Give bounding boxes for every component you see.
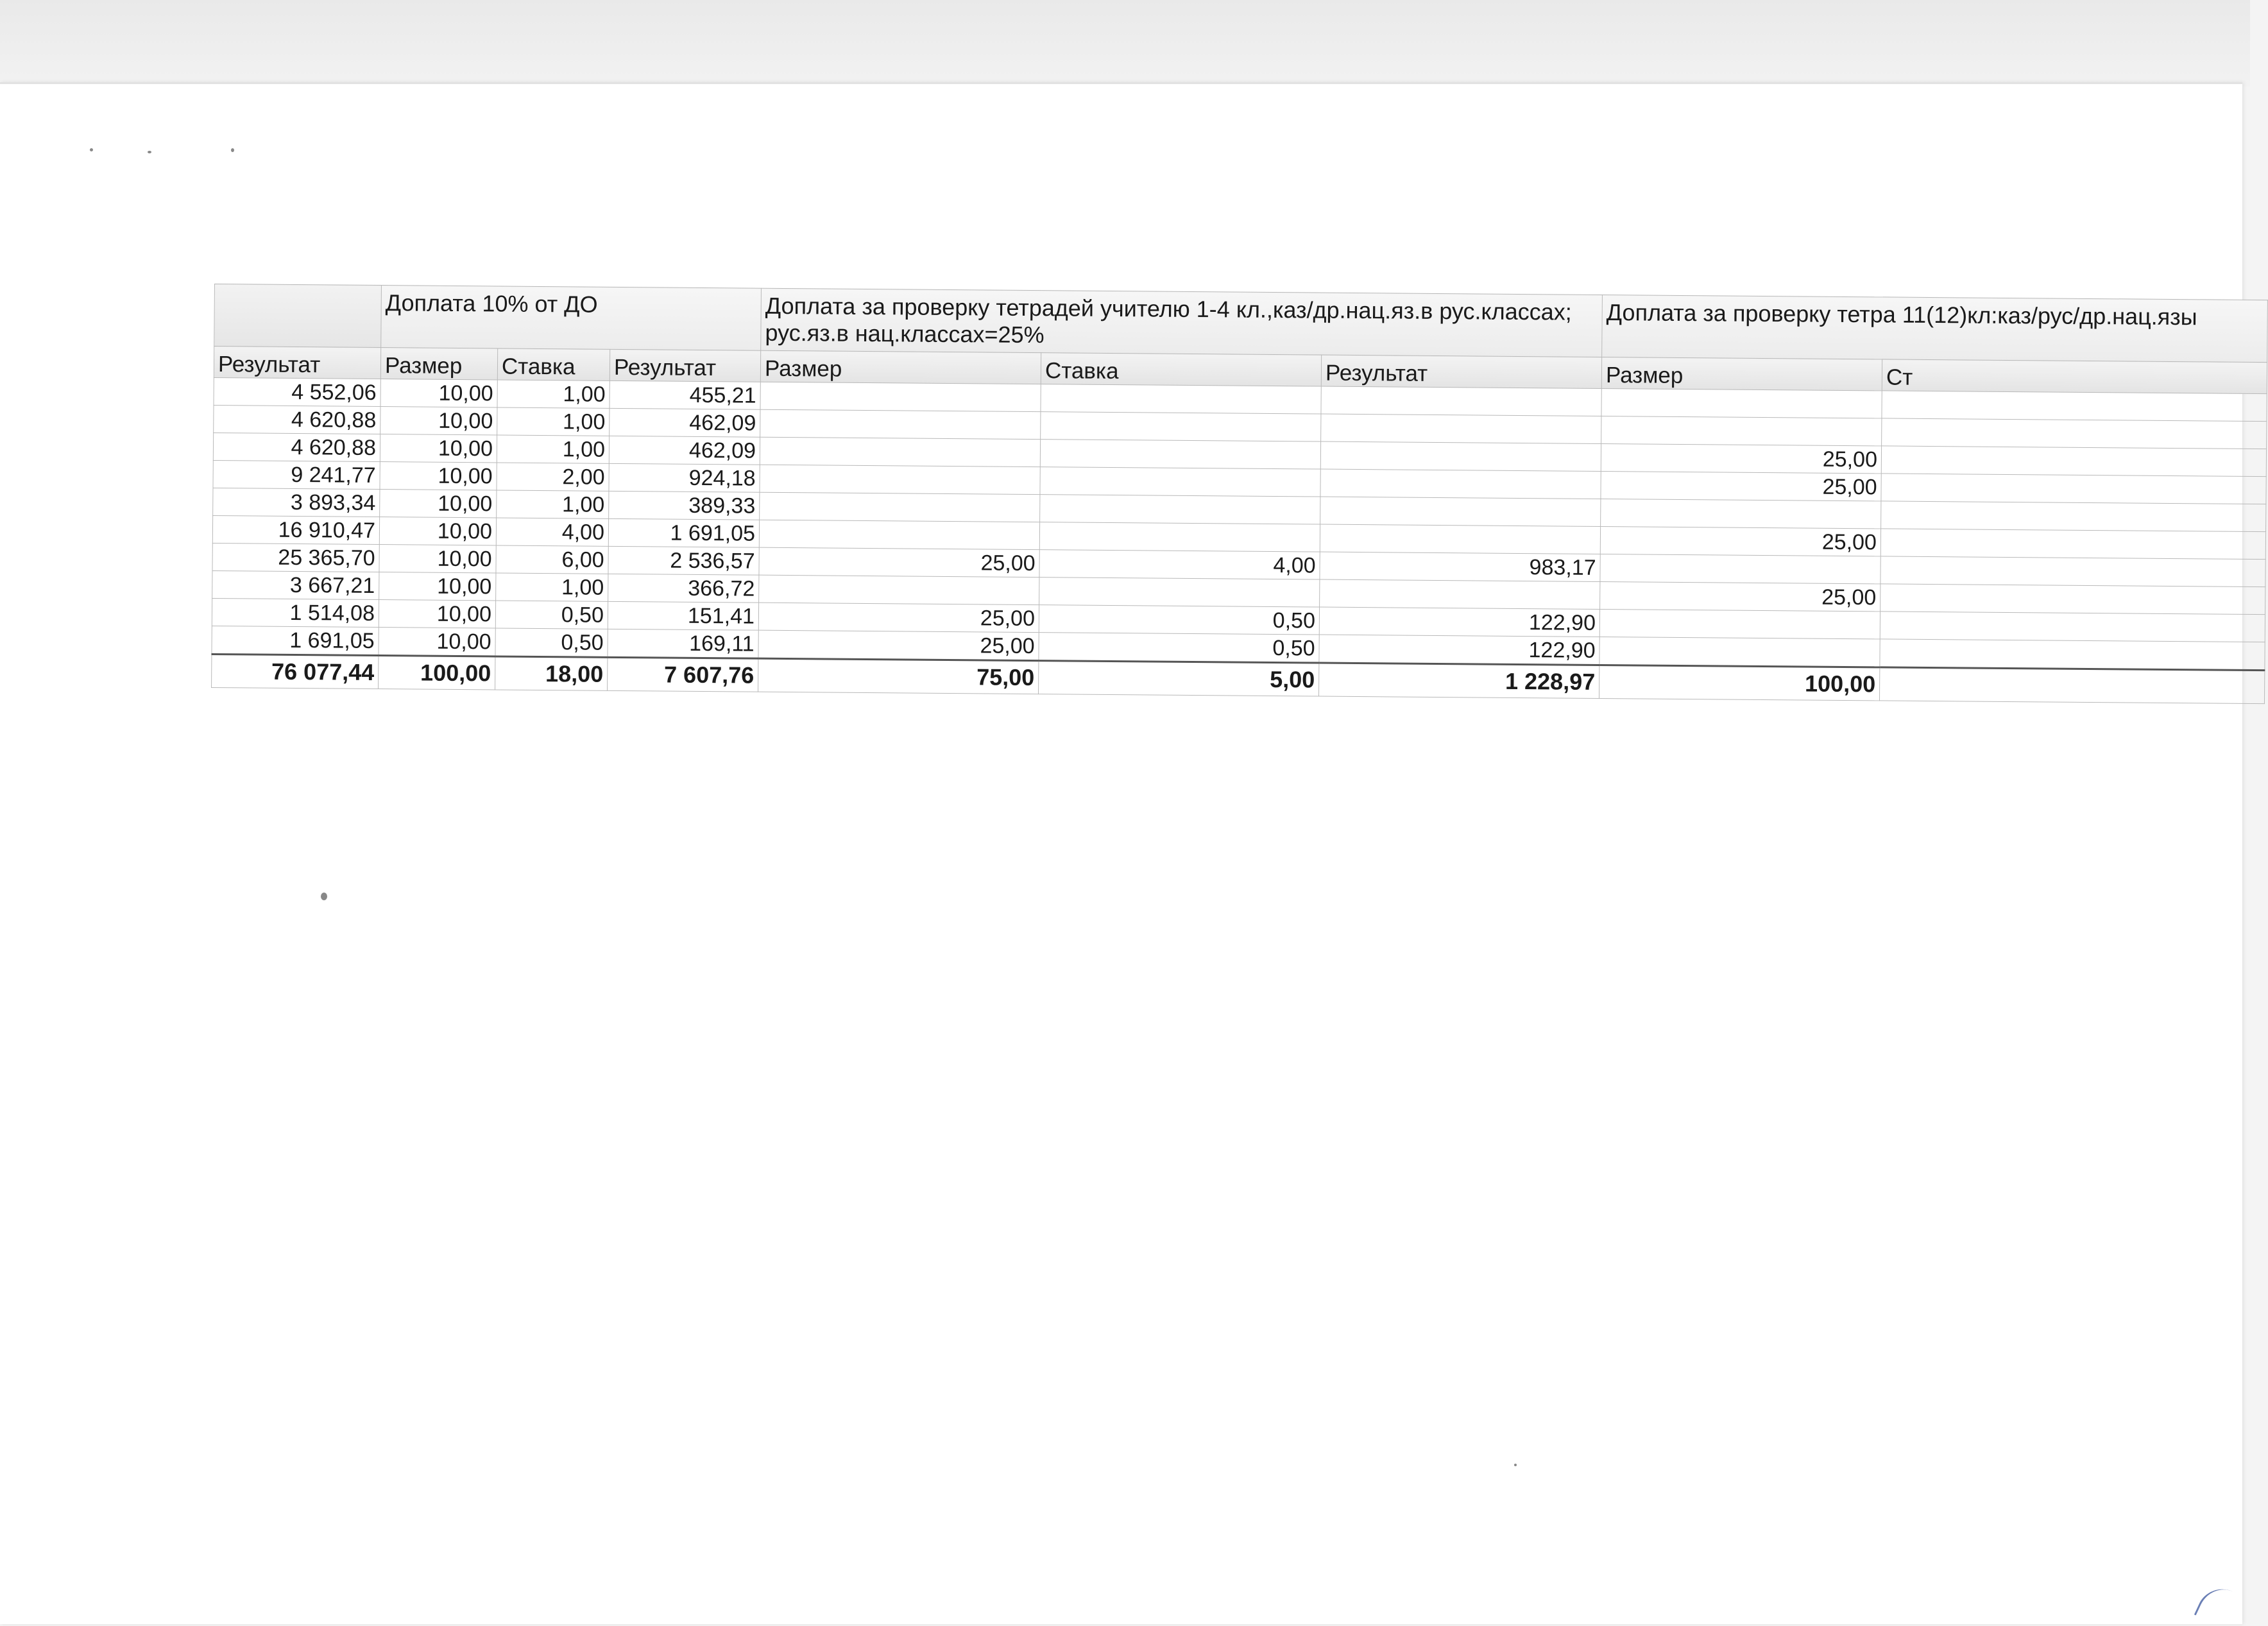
table-cell: 25,00 — [1600, 526, 1880, 556]
table-cell — [1041, 412, 1321, 441]
table-cell: 1,00 — [497, 380, 610, 408]
table-cell — [1320, 441, 1601, 471]
table-cell: 10,00 — [379, 517, 496, 545]
table-cell: 389,33 — [609, 491, 760, 520]
scan-speck — [90, 148, 93, 151]
table-cell: 10,00 — [379, 545, 496, 573]
table-cell — [760, 409, 1041, 439]
table-cell — [1599, 637, 1880, 667]
table-cell: 4 620,88 — [214, 405, 380, 434]
table-cell: 10,00 — [379, 600, 495, 628]
table-cell: 25,00 — [1600, 581, 1880, 611]
table-cell — [1601, 416, 1882, 445]
table-cell: 462,09 — [610, 408, 760, 437]
spreadsheet-printout — [211, 284, 2197, 708]
table-cell: 25,00 — [1601, 471, 1881, 501]
group-header-bonus-10: Доплата 10% от ДО — [381, 286, 762, 351]
payroll-table — [211, 284, 2268, 704]
table-cell: 3 667,21 — [212, 570, 379, 599]
table-cell: 10,00 — [379, 572, 496, 601]
table-cell: 10,00 — [380, 407, 497, 435]
table-cell — [760, 465, 1040, 494]
table-cell: 983,17 — [1320, 552, 1600, 581]
column-header-rate: Ставка — [1041, 353, 1321, 386]
table-cell: 0,50 — [495, 601, 608, 629]
table-cell — [1880, 556, 2265, 587]
group-header-empty — [214, 284, 382, 348]
table-cell: 4,00 — [496, 518, 608, 546]
table-cell — [1882, 391, 2267, 422]
table-cell: 122,90 — [1319, 635, 1599, 665]
table-cell — [759, 575, 1039, 604]
table-cell — [1601, 499, 1881, 528]
table-cell: 1 691,05 — [212, 626, 379, 655]
table-cell: 25 365,70 — [212, 543, 379, 572]
scan-speck — [231, 148, 234, 152]
table-cell: 4,00 — [1039, 550, 1320, 579]
table-cell — [1040, 440, 1320, 469]
table-cell: 16 910,47 — [212, 515, 379, 544]
group-header-notebook-check-senior: Доплата за проверку тетра 11(12)кл:каз/рус/др.нац.язы — [1602, 295, 2268, 362]
table-cell: 1 514,08 — [212, 598, 379, 627]
table-cell — [1321, 414, 1601, 443]
scan-speck — [1514, 1464, 1517, 1466]
table-cell: 4 552,06 — [214, 377, 380, 406]
table-cell — [1880, 584, 2265, 615]
total-cell — [1880, 667, 2265, 704]
total-cell: 1 228,97 — [1319, 663, 1599, 698]
column-header-result: Результат — [1321, 355, 1601, 388]
table-cell — [760, 382, 1041, 411]
column-header-size: Размер — [1601, 357, 1882, 390]
table-cell: 1,00 — [496, 573, 608, 601]
table-cell — [1321, 386, 1601, 416]
table-cell — [1881, 501, 2266, 532]
table-cell: 169,11 — [608, 629, 758, 658]
table-cell: 25,00 — [758, 630, 1039, 660]
table-cell: 3 893,34 — [213, 488, 380, 517]
table-cell — [1600, 554, 1880, 583]
scan-speck — [148, 151, 151, 153]
table-cell: 25,00 — [758, 603, 1039, 632]
total-cell: 18,00 — [495, 656, 608, 690]
table-cell: 1,00 — [497, 407, 610, 436]
table-cell: 25,00 — [1601, 443, 1881, 473]
group-header-notebook-check-1-4: Доплата за проверку тетрадей учителю 1-4 кл.,каз/др.нац.яз.в рус.классах; рус.яз.в нац.классах=25% — [761, 288, 1603, 357]
table-cell — [1601, 388, 1882, 418]
table-cell: 2 536,57 — [608, 546, 759, 575]
table-cell — [760, 437, 1040, 466]
total-cell: 5,00 — [1039, 661, 1319, 696]
table-cell: 4 620,88 — [213, 432, 380, 461]
table-cell — [1880, 612, 2265, 642]
table-cell — [1880, 639, 2265, 671]
table-cell: 1,00 — [497, 490, 609, 518]
table-cell — [1320, 497, 1601, 526]
table-cell: 366,72 — [608, 574, 759, 603]
table-cell — [1320, 469, 1601, 499]
table-cell: 10,00 — [380, 434, 497, 463]
table-cell — [1881, 474, 2266, 504]
table-cell: 10,00 — [380, 379, 497, 407]
table-cell: 6,00 — [496, 545, 608, 574]
total-cell: 100,00 — [1599, 665, 1880, 700]
total-cell: 7 607,76 — [608, 657, 758, 692]
table-cell: 0,50 — [1039, 633, 1319, 663]
table-cell: 151,41 — [608, 601, 758, 630]
table-cell — [1040, 495, 1320, 524]
column-header-size: Размер — [380, 348, 497, 380]
table-cell: 0,50 — [1039, 605, 1319, 635]
column-header-size: Размер — [760, 350, 1041, 384]
table-cell — [1041, 384, 1321, 414]
table-cell: 10,00 — [379, 628, 495, 656]
table-cell — [1881, 446, 2266, 477]
table-cell — [760, 492, 1040, 522]
table-cell: 1 691,05 — [608, 518, 759, 547]
table-cell: 9 241,77 — [213, 460, 380, 489]
table-cell: 2,00 — [497, 463, 609, 491]
table-cell — [1880, 529, 2265, 560]
table-cell — [1320, 579, 1600, 609]
table-cell — [1599, 609, 1880, 638]
table-cell — [1039, 578, 1320, 607]
table-cell: 122,90 — [1319, 607, 1599, 637]
table-cell: 10,00 — [380, 490, 497, 518]
table-cell: 10,00 — [380, 462, 497, 490]
table-cell — [759, 520, 1039, 549]
column-header-rate-truncated: Ст — [1882, 359, 2267, 394]
table-cell — [1882, 418, 2267, 449]
total-cell: 76 077,44 — [212, 654, 379, 689]
scan-background — [0, 0, 2250, 87]
table-cell: 462,09 — [609, 436, 760, 465]
table-cell: 924,18 — [609, 463, 760, 492]
table-cell — [1320, 524, 1600, 554]
table-cell: 25,00 — [759, 547, 1039, 577]
scan-speck — [321, 893, 327, 900]
column-header-result: Результат — [610, 349, 760, 382]
column-header-result: Результат — [214, 347, 380, 379]
total-cell: 100,00 — [379, 656, 495, 690]
table-cell: 1,00 — [497, 435, 609, 463]
column-header-rate: Ставка — [497, 348, 610, 381]
table-cell: 455,21 — [610, 381, 760, 409]
table-cell — [1039, 522, 1320, 552]
total-cell: 75,00 — [758, 658, 1039, 694]
table-cell: 0,50 — [495, 628, 608, 657]
table-cell — [1040, 467, 1320, 497]
